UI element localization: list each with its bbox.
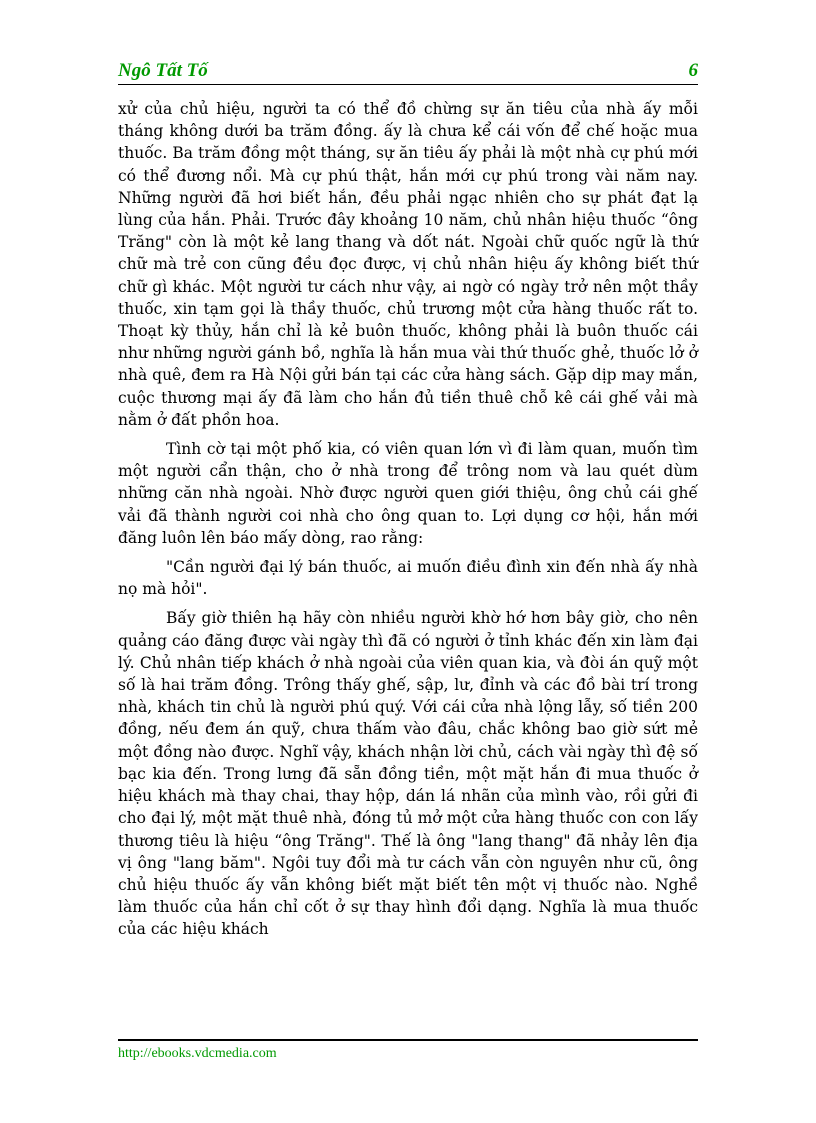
page-body bbox=[118, 98, 698, 941]
page-number: 6 bbox=[688, 60, 698, 81]
paragraph-3: "Cần người đại lý bán thuốc, ai muốn điều đình xin đến nhà ấy nhà nọ mà hỏi". bbox=[118, 558, 698, 599]
paragraph-1: xử của chủ hiệu, người ta có thể đồ chừng sự ăn tiêu của nhà ấy mỗi tháng không dưới ba trăm đồng. ấy là chưa kể cái vốn để chế hoặc mua thuốc. Ba trăm đồng một tháng, sự ăn tiêu ấy phải là một nhà cự phú mới có thể đương nổi. Mà cự phú thật, hắn mới cự phú trong vài năm nay. Những người đã hơi biết hắn, đều phải ngạc nhiên cho sự phát đạt lạ lùng của hắn. Phải. Trước đây khoảng 10 năm, chủ nhân hiệu thuốc “ông Trăng" còn là một kẻ lang thang và dốt nát. Ngoài chữ quốc ngữ là thứ chữ mà trẻ con cũng đều đọc được, vị chủ nhân hiệu ấy không biết thứ chữ gì khác. Một người tư cách như vậy, ai ngờ có ngày trở nên một thầy thuốc, xin tạm gọi là thầy thuốc, chủ trương một cửa hàng thuốc rất to. Thoạt kỳ thủy, hắn chỉ là kẻ buôn thuốc, không phải là buôn thuốc cái như những người gánh bồ, nghĩa là hắn mua vài thứ thuốc ghẻ, thuốc lở ở nhà quê, đem ra Hà Nội gửi bán tại các cửa hàng sách. Gặp dịp may mắn, cuộc thương mại ấy đã làm cho hắn đủ tiền thuê chỗ kê cái ghế vải mà nằm ở đất phồn hoa. bbox=[118, 100, 698, 429]
footer-link[interactable]: http://ebooks.vdcmedia.com bbox=[118, 1046, 277, 1061]
paragraph-4: Bấy giờ thiên hạ hãy còn nhiều người khờ hớ hơn bây giờ, cho nên quảng cáo đăng được vài ngày thì đã có người ở tỉnh khác đến xin làm đại lý. Chủ nhân tiếp khách ở nhà ngoài của viên quan kia, và đòi án quỹ một số là hai trăm đồng. Trông thấy ghế, sập, lư, đỉnh và các đồ bài trí trong nhà, khách tin chủ là người phú quý. Với cái cửa nhà lộng lẫy, số tiền 200 đồng, nếu đem án quỹ, chưa thấm vào đâu, chắc không bao giờ sứt mẻ một đồng nào được. Nghĩ vậy, khách nhận lời chủ, cách vài ngày thì đệ số bạc kia đến. Trong lưng đã sẵn đồng tiền, một mặt hắn đi mua thuốc ở hiệu khách mà thay chai, thay hộp, dán lá nhãn của mình vào, rồi gửi đi cho đại lý, một mặt thuê nhà, đóng tủ mở một cửa hàng thuốc con con lấy thương tiêu là hiệu “ông Trăng". Thế là ông "lang thang" đã nhảy lên địa vị ông "lang băm". Ngôi tuy đổi mà tư cách vẫn còn nguyên như cũ, ông chủ hiệu thuốc ấy vẫn không biết mặt biết tên một vị thuốc nào. Nghề làm thuốc của hắn chỉ cốt ở sự thay hình đổi dạng. Nghĩa là mua thuốc của các hiệu khách bbox=[118, 609, 698, 939]
footer-divider bbox=[118, 1039, 698, 1041]
header-author: Ngô Tất Tố bbox=[118, 60, 208, 81]
page-header bbox=[118, 58, 698, 85]
paragraph-2: Tình cờ tại một phố kia, có viên quan lớn vì đi làm quan, muốn tìm một người cẩn thận, cho ở nhà trong để trông nom và lau quét dùm những căn nhà ngoài. Nhờ được người quen giới thiệu, ông chủ cái ghế vải đã thành người coi nhà cho ông quan to. Lợi dụng cơ hội, hắn mới đăng luôn lên báo mấy dòng, rao rằng: bbox=[118, 440, 698, 547]
